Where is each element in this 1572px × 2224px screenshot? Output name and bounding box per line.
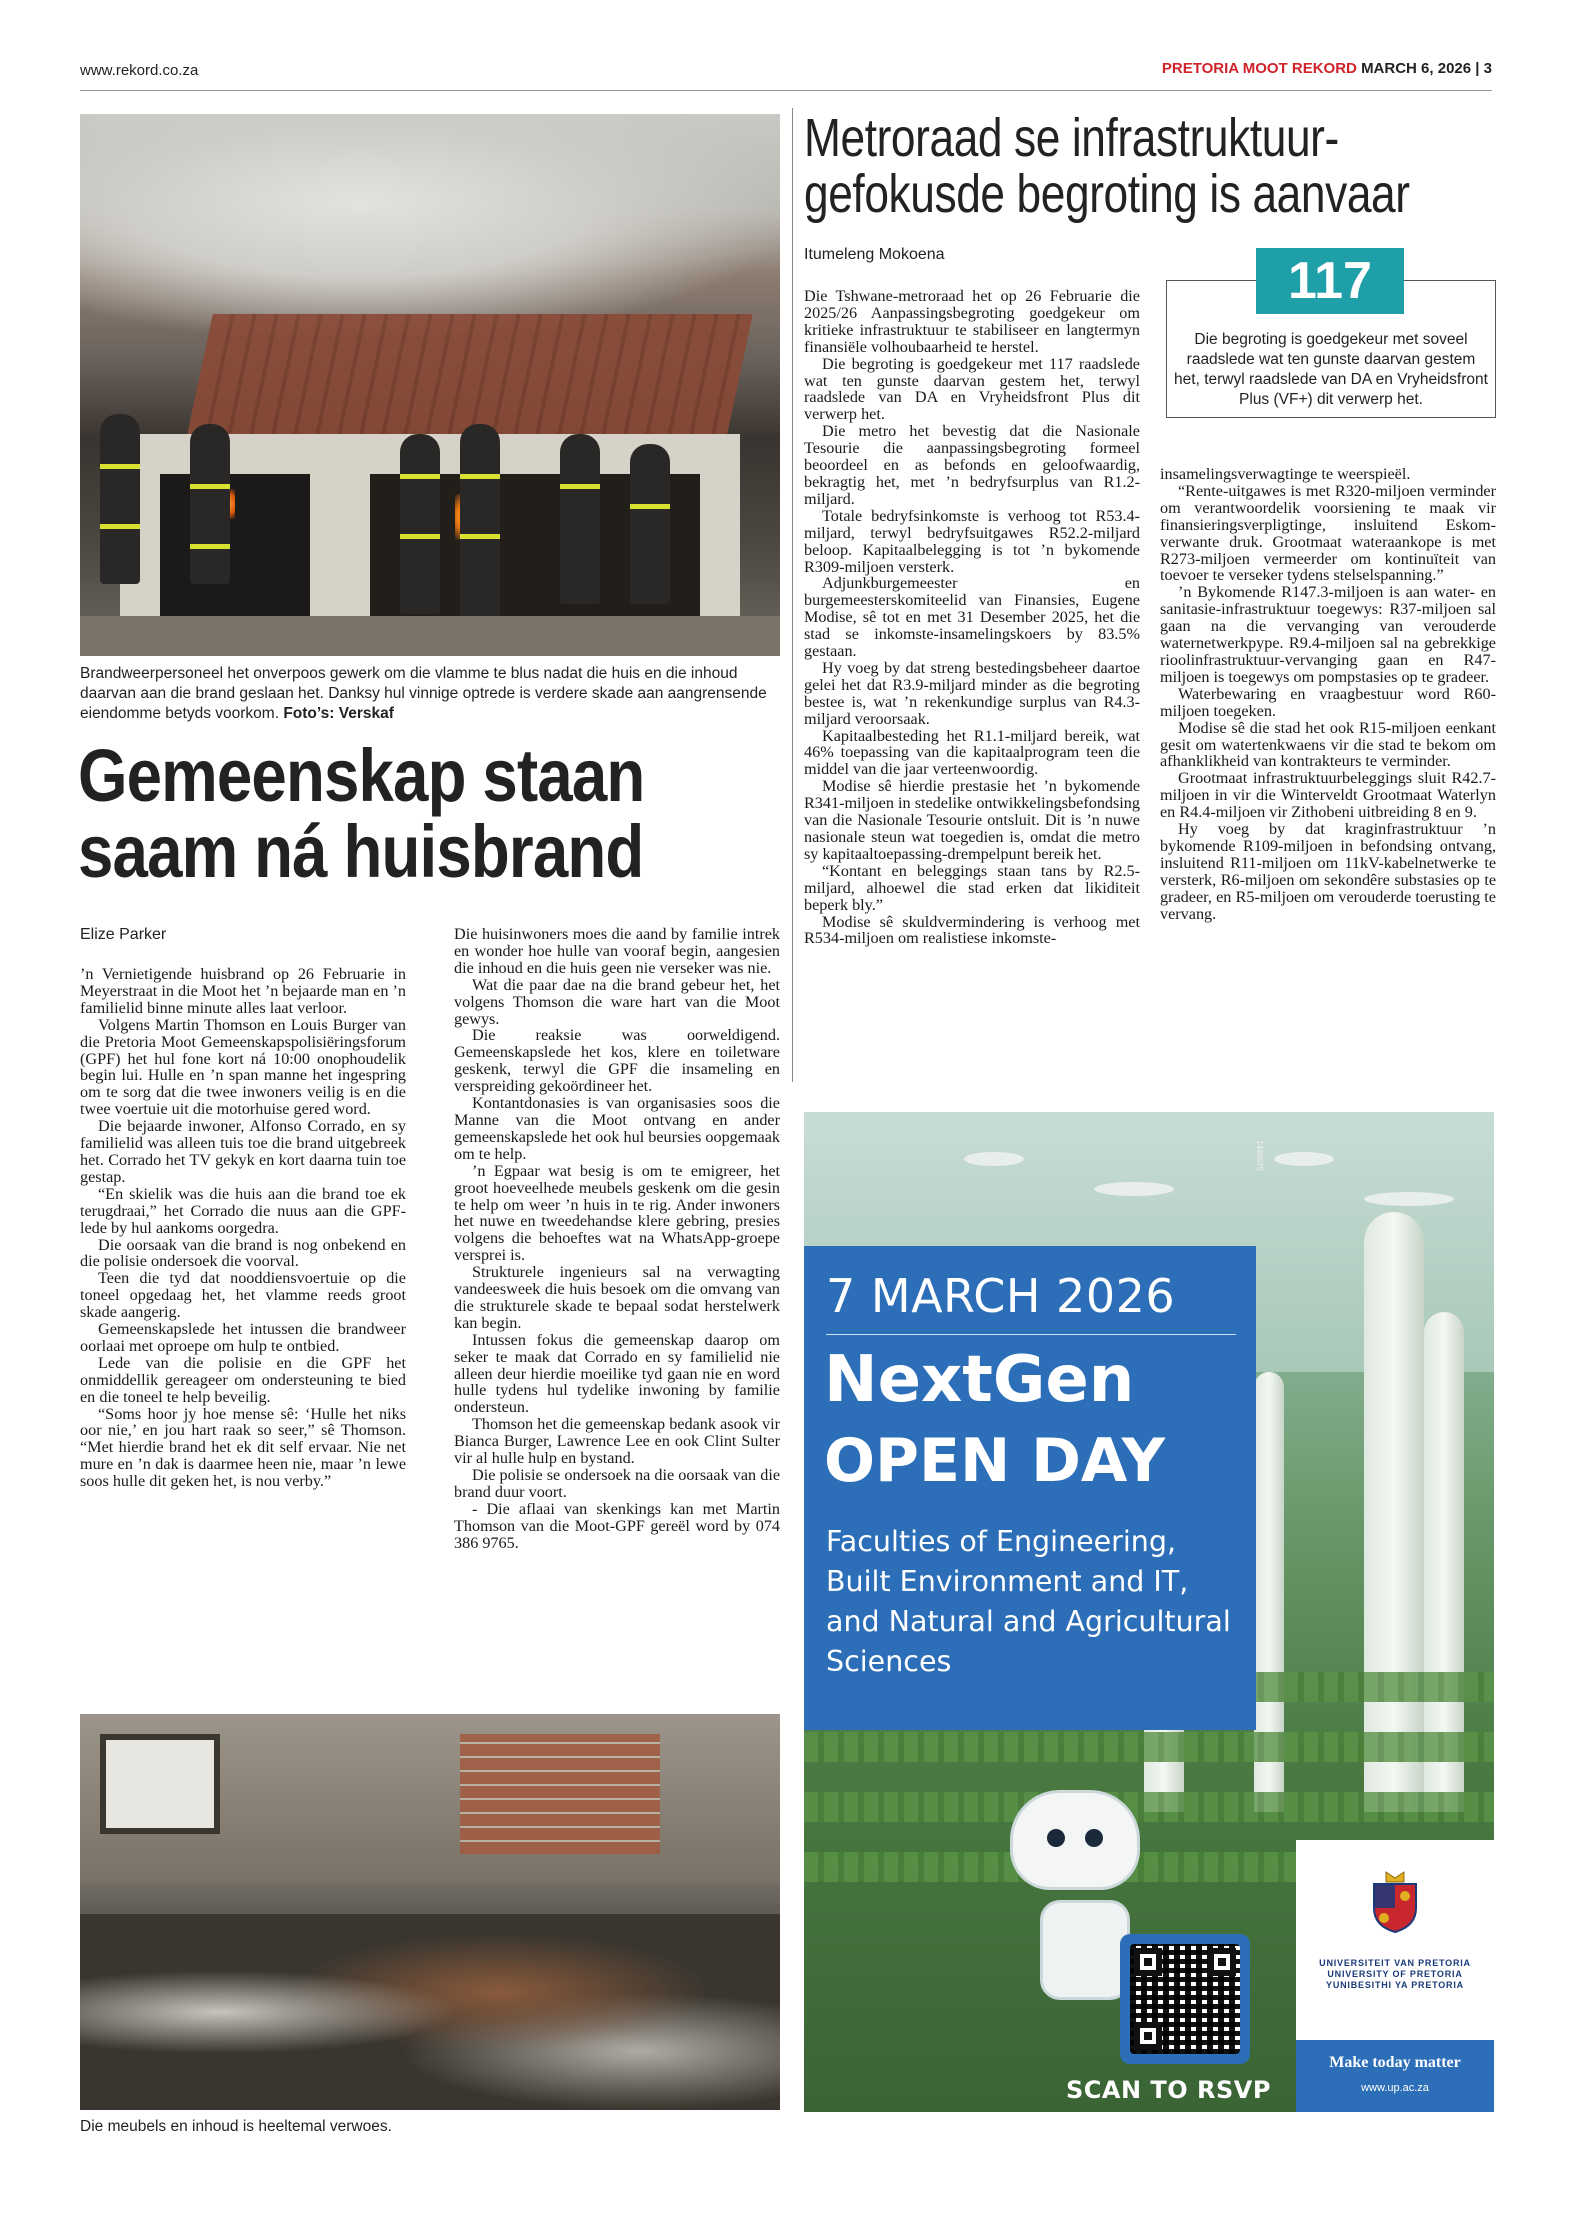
paragraph: Die oorsaak van die brand is nog onbekend en die polisie ondersoek die voorval. — [80, 1235, 406, 1271]
paragraph: “Rente-uitgawes is met R320-miljoen verminder om verantwoordelik voorsiening te maak vir finansieringsverpligtinge, insluitend Eskom-verwante druk. Grootmaat wateraankope is met R273-miljoen vermeerder om kontinuïteit van toevoer te verseker tydens stelselspanning.” — [1160, 481, 1496, 585]
article-column — [80, 966, 406, 1490]
paragraph: Wat die paar dae na die brand gebeur het, het volgens Thomson die ware hart van die Moot gewys. — [454, 975, 780, 1028]
robot-body — [1040, 1900, 1130, 2000]
article-column — [454, 926, 780, 1552]
ad-reference-code: 1449675 — [1255, 1140, 1264, 1172]
house-fire-photo — [80, 114, 780, 656]
paragraph: Hy voeg by dat streng bestedingsbeheer daartoe gelei het dat R3.9-miljard minder as die begroting bestee is, wat ’n rekenkundige surplus van R4.3-miljard veroorsaak. — [804, 658, 1140, 728]
paragraph: Adjunkburgemeester en burgemeesterskomiteelid van Finansies, Eugene Modise, sê tot en met 31 Desember 2025, het die stad se inkomste-insamelingskoers by 83.5% gestaan. — [804, 574, 1140, 661]
paragraph: Modise sê hierdie prestasie het ’n bykomende R341-miljoen in stedelike ontwikkelingsbefondsing van die Nasionale Tesourie ontsluit. Dit is ’n nuwe nasionale steun wat toegedien is, omdat die metro sy kapitaaltoepassing-drempelpunt bereik het. — [804, 777, 1140, 863]
folio-separator: | — [1475, 60, 1480, 77]
paragraph: Lede van die polisie en die GPF het onmiddellik gereageer om ondersteuning te bied en die toneel te help beveilig. — [80, 1353, 406, 1406]
factbox-text: Die begroting is goedgekeur met soveel raadslede wat ten gunste daarvan gestem het, terwyl raadslede van DA en Vryheidsfront Plus (VF+) dit verwerp het. — [1174, 331, 1488, 408]
paragraph: Die polisie se ondersoek na die oorsaak van die brand duur voort. — [454, 1466, 780, 1501]
photo-credit: Foto’s: Verskaf — [283, 705, 394, 722]
paragraph: Strukturele ingenieurs sal na verwagting vandeesweek die huis besoek om die omvang van die strukturele skade te bepaal sodat herstelwerk kan begin. — [454, 1263, 780, 1332]
paragraph: ’n Vernietigende huisbrand op 26 Februarie in Meyerstraat in die Moot het ’n bejaarde man en ’n familielid binne minute alles laat verloor. — [80, 965, 406, 1017]
paragraph: Volgens Martin Thomson en Louis Burger van die Pretoria Moot Gemeenskapspolisiëringsforum (GPF) het hul fone kort ná 10:00 onophoudelik begin lui. Hulle en ’n span manne het ingespring om te sorg dat die twee inwoners veilig is en die twee voertuie uit die motorhuise gered word. — [80, 1015, 406, 1119]
paragraph: Modise sê skuldvermindering is verhoog met R534-miljoen om realistiese inkomste- — [804, 912, 1140, 948]
paragraph: Grootmaat infrastruktuurbeleggings sluit R42.7-miljoen in vir die Winterveldt Grootmaat Waterlyn en R4.4-miljoen vir Zithobeni uitbreiding 8 en 9. — [1160, 769, 1496, 822]
paragraph: Die metro het bevestig dat die Nasionale Tesourie die aanpassingsbegroting formeel beoordeel en as befonds en geloofwaardig, bekragtig het, met ’n bedryfsurplus van R1.2-miljard. — [804, 422, 1140, 508]
paragraph: Teen die tyd dat nooddiensvoertuie op die toneel opgedaag het, het vlamme reeds groot skade aangerig. — [80, 1269, 406, 1322]
paragraph: Modise sê die stad het ook R15-miljoen eenkant gesit om watertenkwaens vir die stad te bekom om afhanklikheid van kontrakteurs te verminder. — [1160, 718, 1496, 771]
university-footer — [1296, 2040, 1494, 2112]
robot-illustration — [1010, 1790, 1140, 1890]
paragraph: ’n Egpaar wat besig is om te emigreer, het groot hoeveelhede meubels geskenk om die gesin te help om weer ’n huis in te rig. Ander inwoners het nuwe en tweedehandse klere gebring, presies volgens die behoeftes wat na WhatsApp-groepe versprei is. — [454, 1161, 780, 1265]
paragraph: Intussen fokus die gemeenskap daarop om seker te maak dat Corrado en sy familielid nie alleen deur hierdie moeilike tyd gaan nie en word hulle tydens hul tydelike inwoning by familie ondersteun. — [454, 1330, 780, 1417]
event-subtitle: OPEN DAY — [824, 1426, 1166, 1496]
paragraph: Kontantdonasies is van organisasies soos die Manne van die Moot ontvang en ander gemeenskapslede het ook hul beursies oopgemaak om te help. — [454, 1094, 780, 1163]
paragraph: insamelingsverwagtinge te weerspieël. — [1160, 465, 1411, 483]
university-tagline: Make today matter — [1329, 2054, 1461, 2071]
paragraph: Hy voeg by dat kraginfrastruktuur ’n bykomende R109-miljoen in befondsing ontvang, insluitend R11-miljoen om 11kV-kabelnetwerke te versterk, R6-miljoen om sekondêre substasies op te gradeer, en R5-miljoen om verouderde toerusting te vervang. — [1160, 820, 1496, 923]
byline-right: Itumeleng Mokoena — [804, 246, 945, 263]
article-column — [1160, 466, 1496, 922]
page-number: 3 — [1483, 60, 1492, 77]
factbox-number: 117 — [1256, 248, 1404, 314]
event-date: 7 MARCH 2026 — [826, 1269, 1176, 1323]
open-day-panel — [804, 1246, 1256, 1730]
university-website[interactable]: www.up.ac.za — [1361, 2082, 1429, 2094]
rsvp-call-to-action: SCAN TO RSVP — [1066, 2076, 1271, 2104]
column-divider — [792, 108, 793, 1082]
page-folio — [1162, 60, 1492, 77]
event-title: NextGen — [824, 1343, 1135, 1417]
photo-caption: Brandweerpersoneel het onverpoos gewerk om die vlamme te blus nadat die huis en die inhoud daarvan aan die brand geslaan het. Danksy hul vinnige optrede is verdere skade aan aangrensende eiendomme betyds voorkom. Foto’s: Verskaf — [80, 665, 767, 722]
paragraph: Totale bedryfsinkomste is verhoog tot R53.4-miljard, terwyl bedryfsuitgawes R52.2-miljard beloop. Kapitaalbelegging is tot ’n bykomende R309-miljoen versterk. — [804, 506, 1140, 576]
paragraph: Waterbewaring en vraagbestuur word R60-miljoen toegeken. — [1160, 684, 1496, 720]
paragraph: “En skielik was die huis aan die brand toe ek terugdraai,” het Corrado die nuus aan die GPF-lede by hul aankoms oorgedra. — [80, 1184, 406, 1237]
paragraph: “Soms hoor jy hoe mense sê: ‘Hulle het niks oor nie,’ en jou hart raak so seer,” sê Thomson. “Met hierdie brand het ek dit self ervaar. Nie net mure en ’n dak is daarmee heen nie, maar ’n lewe soos hulle dit geken het, is nou verby.” — [80, 1404, 406, 1491]
paragraph: ’n Bykomende R147.3-miljoen is aan water- en sanitasie-infrastruktuur toegewys: R37-miljoen sal gaan na die vervanging van verouderde waternetwerkpype. R9.4-miljoen sal na gebrekkige rioolinfrastruktuur-vervanging gaan en R47-miljoen is toegewys om pompstasies op te gradeer. — [1160, 583, 1496, 686]
university-name: UNIVERSITEIT VAN PRETORIA UNIVERSITY OF PRETORIA YUNIBESITHI YA PRETORIA — [1319, 1958, 1471, 1990]
paragraph: Die huisinwoners moes die aand by familie intrek en wonder hoe hulle van vooraf begin, aangesien die inhoud en die huis geen nie verseker was nie. — [454, 925, 780, 977]
university-crest-icon — [1368, 1870, 1422, 1934]
publication-name: PRETORIA MOOT REKORD — [1161, 60, 1357, 77]
paragraph: “Kontant en beleggings staan tans by R2.5-miljard, alhoewel die stad erken dat likiditeit beperk bly.” — [804, 861, 1140, 914]
paragraph: Die reaksie was oorweldigend. Gemeenskapslede het kos, klere en toiletware geskenk, terwyl die GPF die insameling en verspreiding gekoördineer het. — [454, 1026, 780, 1096]
paragraph: Gemeenskapslede het intussen die brandweer oorlaai met oproepe om hulp te ontbied. — [80, 1320, 406, 1355]
headline-budget: Metroraad se infrastruktuur- gefokusde begroting is aanvaar — [804, 108, 1410, 224]
paragraph: Die Tshwane-metroraad het op 26 Februarie die 2025/26 Aanpassingsbegroting goedgekeur om kritieke infrastruktuur te stabiliseer en langtermyn finansiële volhoubaarheid te herstel. — [804, 287, 1140, 356]
paragraph: Die bejaarde inwoner, Alfonso Corrado, en sy familielid was alleen tuis toe die brand uitgebreek het. Corrado het TV gekyk en kort daarna tuin toe gestap. — [80, 1117, 406, 1186]
burnt-furniture-photo — [80, 1714, 780, 2110]
paragraph: Die begroting is goedgekeur met 117 raadslede wat ten gunste daarvan gestem het, terwyl raadslede van DA en Vryheidsfront Plus dit verwerp het. — [804, 354, 1140, 424]
paragraph: Thomson het die gemeenskap bedank asook vir Bianca Burger, Lawrence Lee en ook Clint Sulter vir al hulle hulp en bystand. — [454, 1415, 780, 1468]
header-divider — [80, 90, 1492, 91]
issue-date: MARCH 6, 2026 — [1361, 60, 1472, 77]
qr-code[interactable] — [1120, 1934, 1250, 2064]
photo-caption-2: Die meubels en inhoud is heeltemal verwoes. — [80, 2118, 392, 2135]
paragraph: - Die aflaai van skenkings kan met Martin Thomson van die Moot-GPF gereël word by 074 386 9765. — [454, 1499, 780, 1552]
byline-left: Elize Parker — [80, 926, 167, 943]
article-column — [804, 288, 1140, 947]
headline-community: Gemeenskap staan saam ná huisbrand — [78, 734, 645, 893]
site-url[interactable]: www.rekord.co.za — [80, 62, 199, 79]
paragraph: Kapitaalbesteding het R1.1-miljard bereik, wat 46% toepassing van die kapitaalprogram teen die middel van die jaar verteenwoordig. — [804, 726, 1140, 779]
faculties-list: Faculties of Engineering, Built Environment and IT, and Natural and Agricultural Sciences — [826, 1525, 1231, 1678]
